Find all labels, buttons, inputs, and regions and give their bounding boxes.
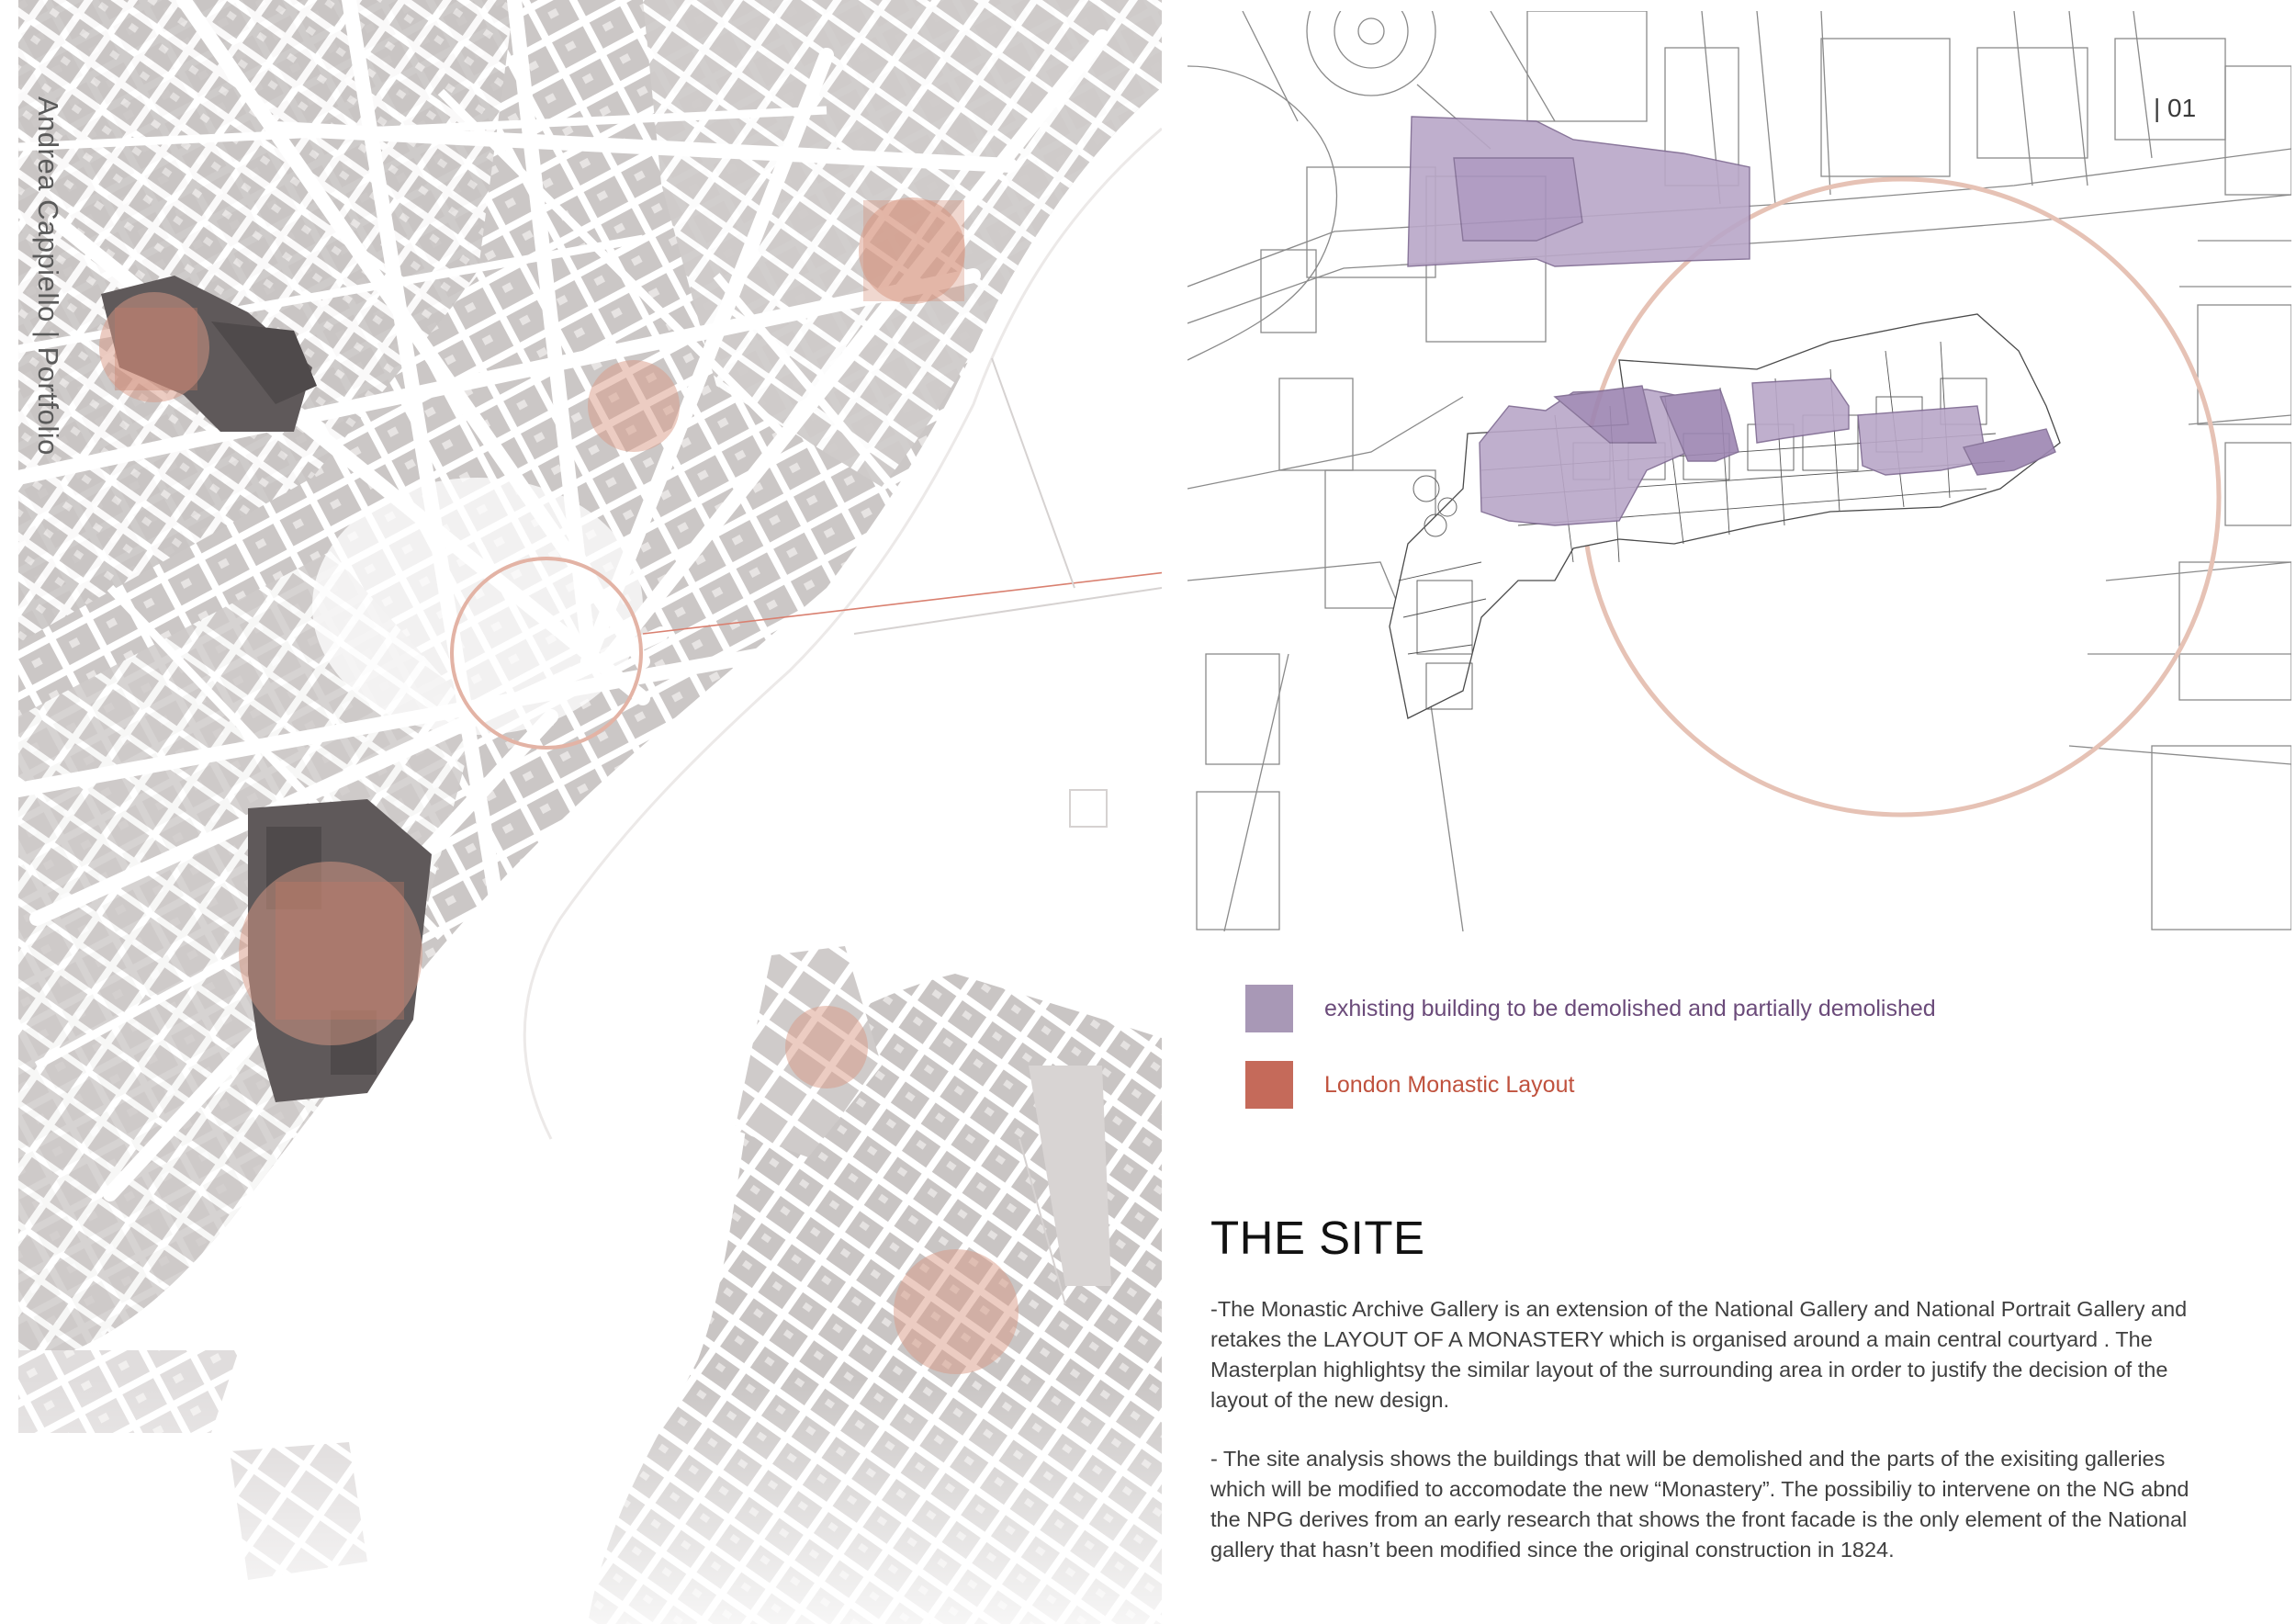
- paragraph-intro: -The Monastic Archive Gallery is an extension of the National Gallery and National Portrait Gallery and retakes the LAYOUT OF A MONASTERY which is organised around a main central courtyard . The Masterplan highlightsy the similar layout of the surrounding area in order to justify the decision of the layout of the new design.: [1210, 1297, 2188, 1412]
- legend-swatch-purple: [1245, 985, 1293, 1032]
- section-title: THE SITE: [1210, 1212, 1425, 1264]
- legend-item-monastic: [1245, 1061, 1574, 1109]
- page-number: | 01: [2154, 94, 2197, 122]
- paragraph-analysis: - The site analysis shows the buildings that will be demolished and the parts of the exisiting galleries which will be modified to accomodate the new “Monastery”. The possibiliy to intervene on the NG abnd the NPG derives from an early research that shows the front facade is the only element of the National gallery that hasn’t been modified since the original construction in 1824.: [1210, 1447, 2189, 1562]
- legend-item-demolished: [1245, 985, 1936, 1032]
- legend-label-monastic: London Monastic Layout: [1324, 1071, 1575, 1098]
- legend-label-demolished: exhisting building to be demolished and partially demolished: [1324, 995, 1936, 1021]
- portfolio-credit: Andrea Cappiello | Portfolio: [32, 96, 64, 456]
- legend-swatch-red: [1245, 1061, 1293, 1109]
- site-plan: [1187, 11, 2291, 931]
